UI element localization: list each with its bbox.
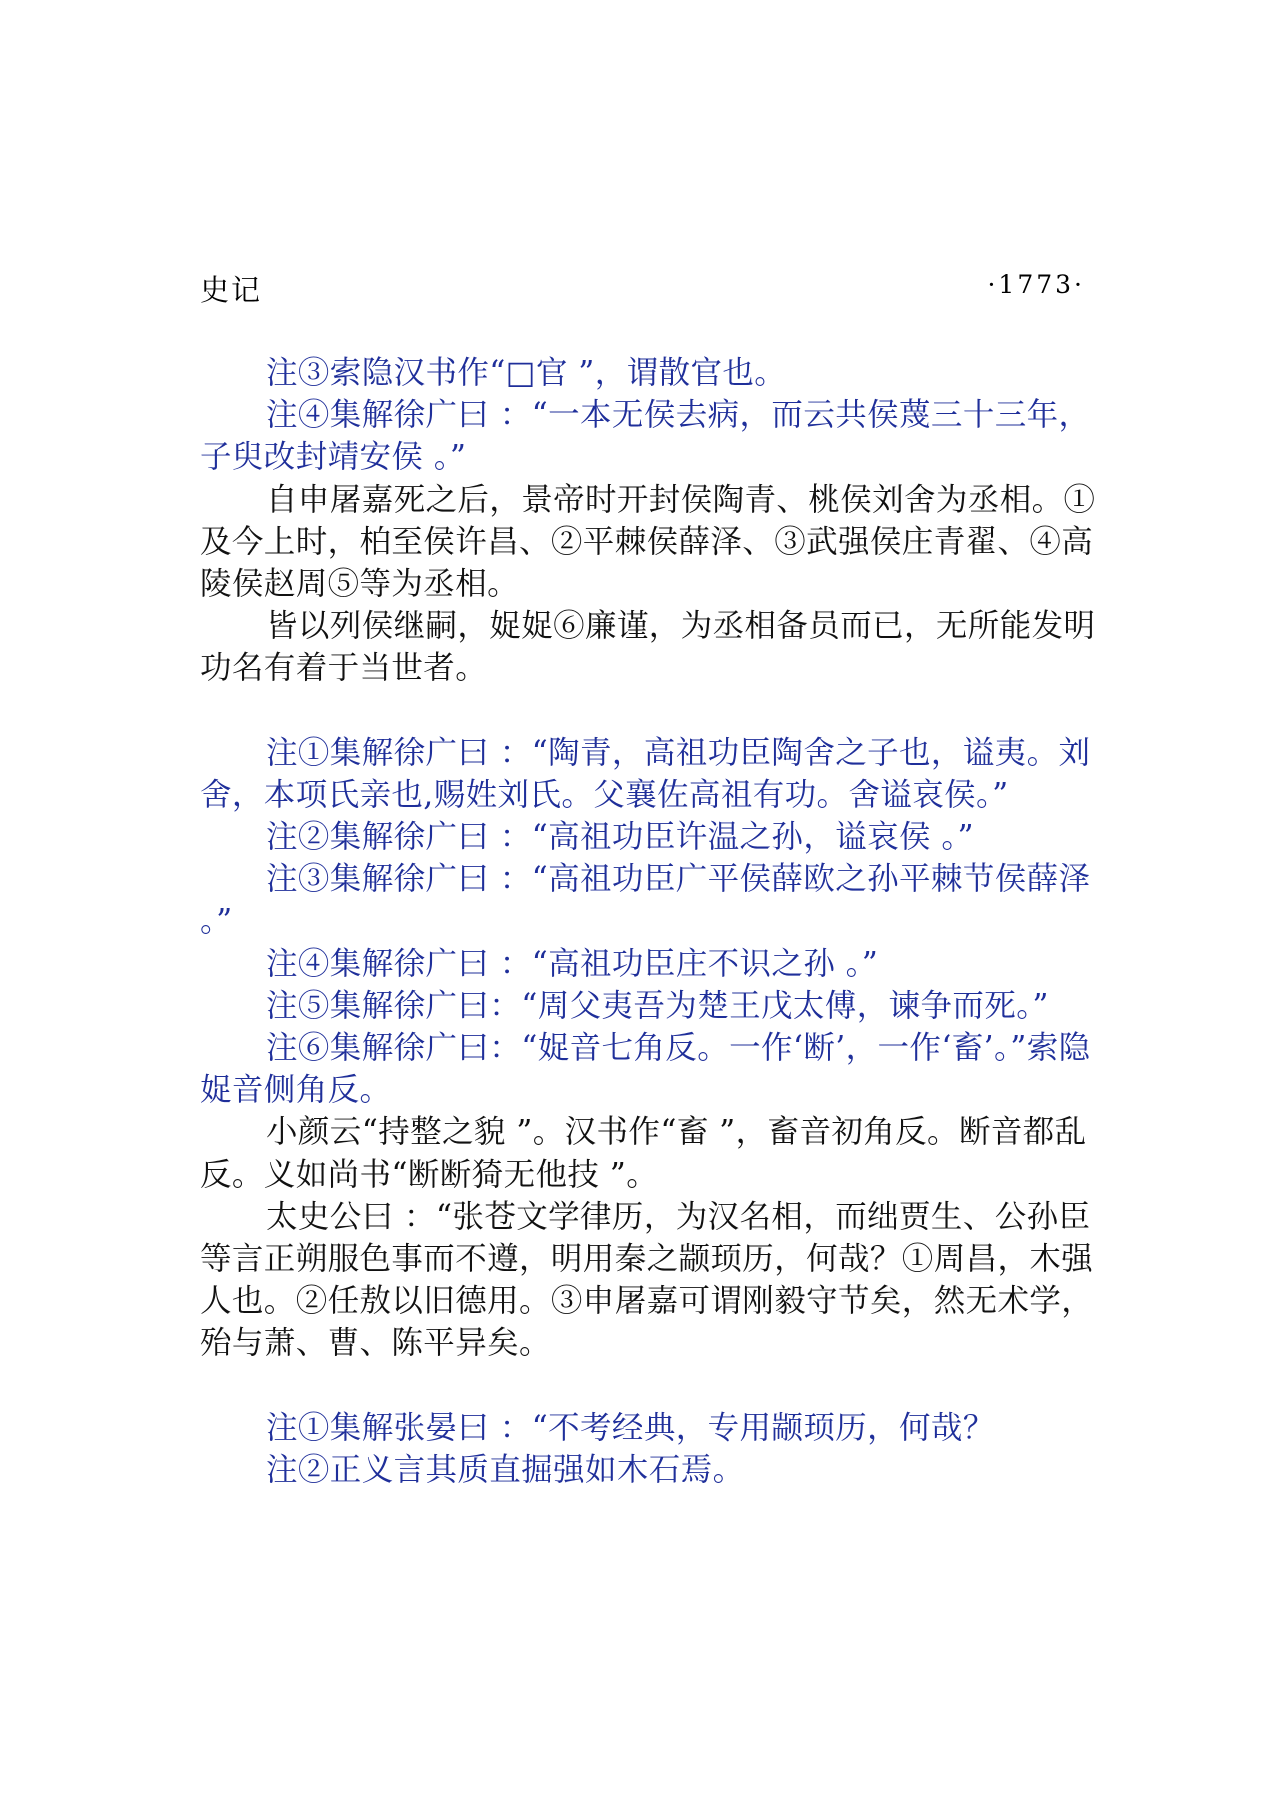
page-content (200, 352, 1100, 1491)
annotation-paragraph: 注④集解徐广曰 ：“一本无侯去病，而云共侯蔑三十三年，子臾改封靖安侯 。” (200, 397, 1091, 476)
annotation-paragraph: 注③集解徐广曰 ：“高祖功臣广平侯薛欧之孙平棘节侯薛泽 。” (200, 861, 1091, 940)
page-number: ·1773· (987, 270, 1085, 299)
annotation-paragraph: 注④集解徐广曰 ：“高祖功臣庄不识之孙 。” (266, 945, 879, 982)
annotation-paragraph: 注①集解徐广曰 ：“陶青，高祖功臣陶舍之子也，谥夷。刘舍，本项氏亲也,赐姓刘氏。父襄佐高祖有功。舍谥哀侯。” (200, 734, 1091, 813)
book-title: 史记 (200, 273, 263, 307)
annotation-paragraph: 注⑤集解徐广曰：“周父夷吾为楚王戊太傅，谏争而死。” (266, 987, 1049, 1024)
annotation-paragraph: 注①集解张晏曰 ：“不考经典，专用颛顼历，何哉？ (266, 1409, 995, 1446)
paragraph-spacer (200, 690, 1100, 732)
main-text-paragraph: 自申屠嘉死之后，景帝时开封侯陶青、桃侯刘舍为丞相。①及今上时，柏至侯许昌、②平棘侯薛泽、③武强侯庄青翟、④高陵侯赵周⑤等为丞相。 (200, 481, 1096, 603)
main-text-paragraph: 皆以列侯继嗣，娖娖⑥廉谨，为丞相备员而已，无所能发明功名有着于当世者。 (200, 608, 1096, 687)
paragraph-spacer (200, 1365, 1100, 1407)
main-text-paragraph: 太史公曰 ：“张苍文学律历，为汉名相，而绌贾生、公孙臣等言正朔服色事而不遵，明用秦之颛顼历，何哉？①周昌，木强人也。②任敖以旧德用。③申屠嘉可谓刚毅守节矣，然无术学，殆与萧、曹、陈平异矣。 (200, 1198, 1094, 1362)
annotation-paragraph: 注⑥集解徐广曰：“娖音七角反。一作‘断’，一作‘畜’。”索隐娖音侧角反。 (200, 1030, 1091, 1109)
annotation-paragraph: 注②正义言其质直掘强如木石焉。 (266, 1451, 745, 1488)
page-header (200, 268, 1085, 308)
main-text-paragraph: 小颜云“持整之貌 ”。汉书作“畜 ”，畜音初角反。断音都乱反。义如尚书“断断猗无他技 ”。 (200, 1114, 1087, 1193)
annotation-paragraph: 注②集解徐广曰 ：“高祖功臣许温之孙，谥哀侯 。” (266, 819, 974, 856)
annotation-paragraph: 注③索隐汉书作“□官 ”，谓散官也。 (266, 355, 787, 391)
